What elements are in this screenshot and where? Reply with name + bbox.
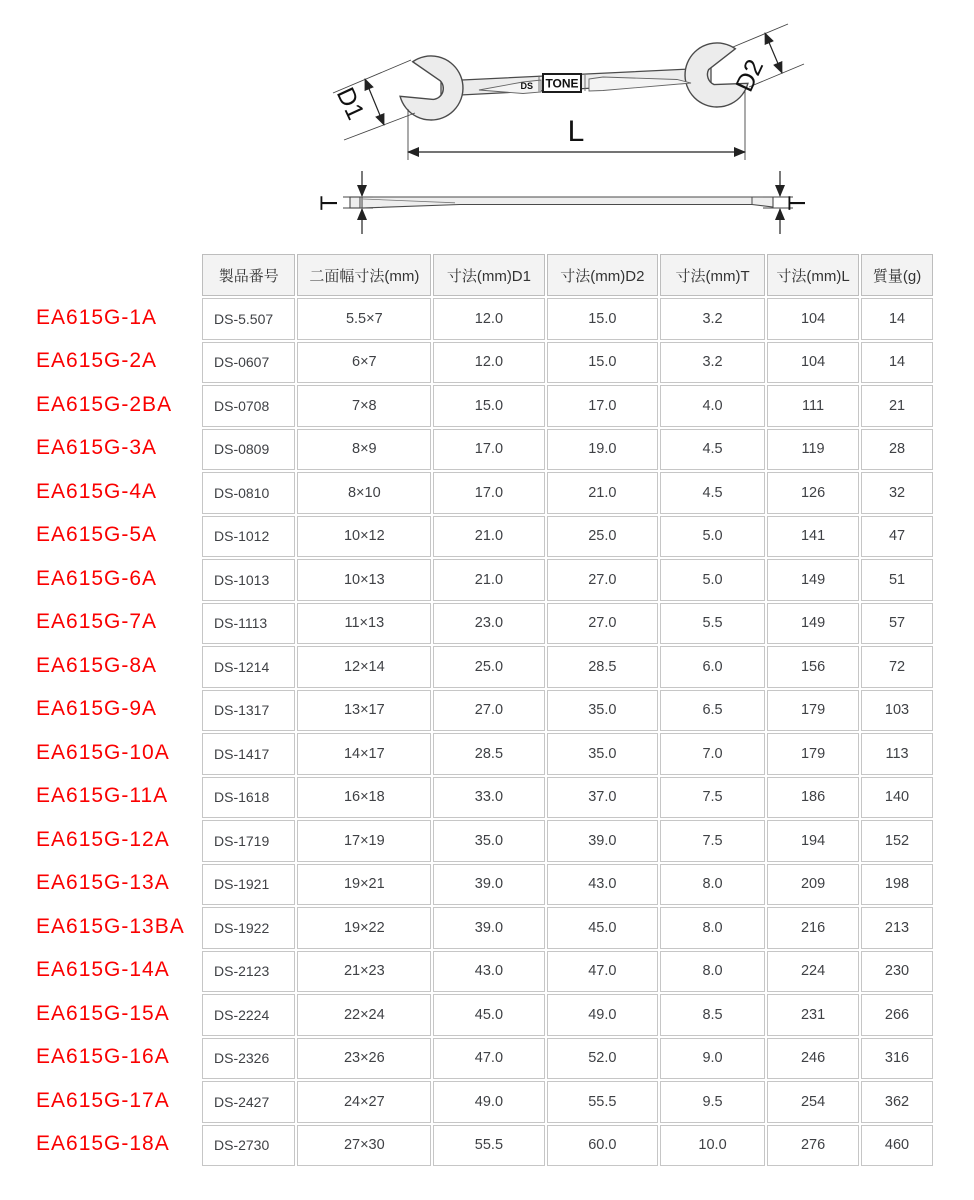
spec-cell: 17.0 xyxy=(433,472,544,514)
spec-cell: 24×27 xyxy=(297,1081,431,1123)
spec-cell: 28.5 xyxy=(433,733,544,775)
spec-cell: 47.0 xyxy=(433,1038,544,1080)
table-row xyxy=(202,385,933,427)
spec-cell: 4.0 xyxy=(660,385,765,427)
spec-cell: 266 xyxy=(861,994,933,1036)
spec-cell: DS-2427 xyxy=(202,1081,295,1123)
spec-cell: 7.5 xyxy=(660,777,765,819)
spec-cell: 10×13 xyxy=(297,559,431,601)
product-code: EA615G-4A xyxy=(36,479,158,503)
spec-cell: DS-1922 xyxy=(202,907,295,949)
spec-cell: 15.0 xyxy=(433,385,544,427)
spec-cell: 49.0 xyxy=(433,1081,544,1123)
spec-cell: 119 xyxy=(767,429,859,471)
spec-cell: 47 xyxy=(861,516,933,558)
table-row xyxy=(202,994,933,1036)
spec-cell: 111 xyxy=(767,385,859,427)
spec-cell: 149 xyxy=(767,559,859,601)
spec-cell: 5.0 xyxy=(660,559,765,601)
spec-cell: 15.0 xyxy=(547,342,658,384)
spec-cell: 21 xyxy=(861,385,933,427)
side-view-tip xyxy=(350,197,360,208)
product-code: EA615G-6A xyxy=(36,566,158,590)
spec-cell: 23×26 xyxy=(297,1038,431,1080)
spec-cell: 14 xyxy=(861,342,933,384)
product-code-column xyxy=(36,296,201,1166)
table-row xyxy=(202,951,933,993)
spec-cell: 25.0 xyxy=(433,646,544,688)
spec-cell: 8×9 xyxy=(297,429,431,471)
spec-cell: 216 xyxy=(767,907,859,949)
spec-cell: 25.0 xyxy=(547,516,658,558)
product-code: EA615G-3A xyxy=(36,436,158,460)
spec-cell: DS-2123 xyxy=(202,951,295,993)
spec-cell: 149 xyxy=(767,603,859,645)
spec-cell: 254 xyxy=(767,1081,859,1123)
spec-cell: 27.0 xyxy=(547,603,658,645)
spec-cell: 8×10 xyxy=(297,472,431,514)
product-code: EA615G-17A xyxy=(36,1088,170,1112)
table-row xyxy=(202,342,933,384)
spec-cell: 51 xyxy=(861,559,933,601)
spec-cell: 5.5×7 xyxy=(297,298,431,340)
spec-cell: 209 xyxy=(767,864,859,906)
spec-cell: 35.0 xyxy=(547,690,658,732)
spec-cell: 316 xyxy=(861,1038,933,1080)
spec-cell: 10.0 xyxy=(660,1125,765,1167)
product-code: EA615G-15A xyxy=(36,1001,170,1025)
table-row xyxy=(202,733,933,775)
spec-cell: 8.0 xyxy=(660,951,765,993)
spec-cell: DS-0708 xyxy=(202,385,295,427)
dim-line-d1 xyxy=(365,79,384,125)
product-code: EA615G-2BA xyxy=(36,392,173,416)
product-code: EA615G-16A xyxy=(36,1045,170,1069)
wrench-diagram xyxy=(293,3,828,235)
table-row xyxy=(202,820,933,862)
spec-cell: DS-1214 xyxy=(202,646,295,688)
header-cell: 製品番号 xyxy=(202,254,295,296)
wrench-side-view xyxy=(316,171,811,234)
spec-cell: 6.0 xyxy=(660,646,765,688)
spec-cell: 23.0 xyxy=(433,603,544,645)
spec-cell: 141 xyxy=(767,516,859,558)
table-row xyxy=(202,690,933,732)
spec-cell: 213 xyxy=(861,907,933,949)
spec-table xyxy=(200,252,935,1168)
spec-cell: 39.0 xyxy=(547,820,658,862)
spec-cell: DS-1013 xyxy=(202,559,295,601)
spec-cell: 9.0 xyxy=(660,1038,765,1080)
spec-cell: 27.0 xyxy=(547,559,658,601)
spec-cell: 10×12 xyxy=(297,516,431,558)
spec-cell: 28 xyxy=(861,429,933,471)
table-row xyxy=(202,516,933,558)
spec-cell: 8.0 xyxy=(660,907,765,949)
spec-cell: 12×14 xyxy=(297,646,431,688)
spec-cell: DS-1921 xyxy=(202,864,295,906)
spec-cell: 224 xyxy=(767,951,859,993)
shank-panel-right xyxy=(589,77,691,91)
spec-cell: DS-1113 xyxy=(202,603,295,645)
table-row xyxy=(202,603,933,645)
spec-table-body xyxy=(202,298,933,1166)
table-row xyxy=(202,298,933,340)
spec-cell: 21.0 xyxy=(547,472,658,514)
spec-cell: 43.0 xyxy=(547,864,658,906)
spec-cell: 17×19 xyxy=(297,820,431,862)
spec-cell: 3.2 xyxy=(660,298,765,340)
spec-cell: 28.5 xyxy=(547,646,658,688)
spec-cell: 246 xyxy=(767,1038,859,1080)
header-row xyxy=(202,254,933,296)
header-cell: 寸法(mm)T xyxy=(660,254,765,296)
spec-cell: 39.0 xyxy=(433,907,544,949)
spec-cell: 14×17 xyxy=(297,733,431,775)
spec-cell: 276 xyxy=(767,1125,859,1167)
spec-cell: 43.0 xyxy=(433,951,544,993)
spec-cell: 47.0 xyxy=(547,951,658,993)
spec-cell: 19×21 xyxy=(297,864,431,906)
spec-cell: 52.0 xyxy=(547,1038,658,1080)
spec-cell: DS-1012 xyxy=(202,516,295,558)
spec-cell: 16×18 xyxy=(297,777,431,819)
spec-cell: 39.0 xyxy=(433,864,544,906)
product-code: EA615G-12A xyxy=(36,827,170,851)
spec-cell: 60.0 xyxy=(547,1125,658,1167)
product-code: EA615G-13A xyxy=(36,871,170,895)
spec-cell: 5.5 xyxy=(660,603,765,645)
spec-cell: DS-0810 xyxy=(202,472,295,514)
spec-cell: DS-2326 xyxy=(202,1038,295,1080)
spec-cell: DS-0607 xyxy=(202,342,295,384)
side-view-bar xyxy=(362,197,773,208)
table-row xyxy=(202,429,933,471)
spec-cell: 152 xyxy=(861,820,933,862)
table-row xyxy=(202,864,933,906)
dim-label-t-right: T xyxy=(784,195,811,211)
spec-cell: 6×7 xyxy=(297,342,431,384)
spec-cell: 5.0 xyxy=(660,516,765,558)
product-code: EA615G-10A xyxy=(36,740,170,764)
spec-cell: 179 xyxy=(767,733,859,775)
product-code: EA615G-18A xyxy=(36,1132,170,1156)
spec-cell: 460 xyxy=(861,1125,933,1167)
spec-cell: DS-0809 xyxy=(202,429,295,471)
spec-cell: 362 xyxy=(861,1081,933,1123)
spec-cell: 3.2 xyxy=(660,342,765,384)
header-cell: 質量(g) xyxy=(861,254,933,296)
spec-cell: 21.0 xyxy=(433,559,544,601)
brand-logo-text: TONE xyxy=(545,76,579,91)
spec-cell: 49.0 xyxy=(547,994,658,1036)
wrench-left-jaw xyxy=(395,49,472,129)
spec-cell: 45.0 xyxy=(433,994,544,1036)
spec-cell: 9.5 xyxy=(660,1081,765,1123)
spec-cell: 17.0 xyxy=(547,385,658,427)
table-row xyxy=(202,777,933,819)
spec-cell: 21×23 xyxy=(297,951,431,993)
spec-cell: 198 xyxy=(861,864,933,906)
product-code: EA615G-11A xyxy=(36,784,169,808)
table-row xyxy=(202,472,933,514)
dim-label-d2: D2 xyxy=(730,55,770,97)
spec-cell: 113 xyxy=(861,733,933,775)
spec-cell: DS-5.507 xyxy=(202,298,295,340)
spec-cell: DS-1719 xyxy=(202,820,295,862)
spec-cell: 179 xyxy=(767,690,859,732)
spec-cell: DS-1417 xyxy=(202,733,295,775)
product-code: EA615G-9A xyxy=(36,697,158,721)
product-code: EA615G-8A xyxy=(36,653,158,677)
spec-cell: 55.5 xyxy=(433,1125,544,1167)
spec-cell: 14 xyxy=(861,298,933,340)
spec-cell: 21.0 xyxy=(433,516,544,558)
spec-cell: 6.5 xyxy=(660,690,765,732)
spec-cell: DS-2224 xyxy=(202,994,295,1036)
spec-cell: 7×8 xyxy=(297,385,431,427)
spec-table-head xyxy=(202,254,933,296)
product-code: EA615G-14A xyxy=(36,958,170,982)
product-code: EA615G-13BA xyxy=(36,914,185,938)
spec-cell: 37.0 xyxy=(547,777,658,819)
table-row xyxy=(202,1081,933,1123)
spec-cell: 104 xyxy=(767,342,859,384)
product-code: EA615G-5A xyxy=(36,523,158,547)
spec-cell: 4.5 xyxy=(660,429,765,471)
spec-cell: 8.0 xyxy=(660,864,765,906)
spec-cell: 12.0 xyxy=(433,298,544,340)
spec-cell: DS-1317 xyxy=(202,690,295,732)
header-cell: 二面幅寸法(mm) xyxy=(297,254,431,296)
spec-cell: 103 xyxy=(861,690,933,732)
spec-cell: 15.0 xyxy=(547,298,658,340)
spec-cell: 22×24 xyxy=(297,994,431,1036)
spec-cell: 12.0 xyxy=(433,342,544,384)
product-code: EA615G-2A xyxy=(36,349,158,373)
spec-cell: 156 xyxy=(767,646,859,688)
table-row xyxy=(202,646,933,688)
dim-label-l: L xyxy=(567,115,585,148)
spec-cell: 104 xyxy=(767,298,859,340)
spec-cell: 19×22 xyxy=(297,907,431,949)
table-row xyxy=(202,1038,933,1080)
spec-cell: 32 xyxy=(861,472,933,514)
spec-cell: 55.5 xyxy=(547,1081,658,1123)
spec-cell: DS-1618 xyxy=(202,777,295,819)
dim-label-t-left: T xyxy=(316,195,343,211)
wrench-top-view xyxy=(331,24,804,160)
spec-cell: 72 xyxy=(861,646,933,688)
spec-cell: 33.0 xyxy=(433,777,544,819)
spec-cell: DS-2730 xyxy=(202,1125,295,1167)
header-cell: 寸法(mm)D2 xyxy=(547,254,658,296)
spec-cell: 140 xyxy=(861,777,933,819)
spec-cell: 17.0 xyxy=(433,429,544,471)
spec-cell: 4.5 xyxy=(660,472,765,514)
spec-cell: 45.0 xyxy=(547,907,658,949)
spec-cell: 57 xyxy=(861,603,933,645)
product-code: EA615G-7A xyxy=(36,610,158,634)
spec-cell: 8.5 xyxy=(660,994,765,1036)
header-cell: 寸法(mm)L xyxy=(767,254,859,296)
spec-cell: 126 xyxy=(767,472,859,514)
spec-cell: 35.0 xyxy=(433,820,544,862)
spec-cell: 7.5 xyxy=(660,820,765,862)
spec-cell: 13×17 xyxy=(297,690,431,732)
table-row xyxy=(202,907,933,949)
table-row xyxy=(202,1125,933,1167)
spec-cell: 231 xyxy=(767,994,859,1036)
spec-cell: 27×30 xyxy=(297,1125,431,1167)
spec-cell: 194 xyxy=(767,820,859,862)
spec-cell: 19.0 xyxy=(547,429,658,471)
spec-cell: 230 xyxy=(861,951,933,993)
header-cell: 寸法(mm)D1 xyxy=(433,254,544,296)
spec-cell: 11×13 xyxy=(297,603,431,645)
spec-cell: 186 xyxy=(767,777,859,819)
product-code: EA615G-1A xyxy=(36,305,158,329)
shank-mark-text: DS xyxy=(520,81,533,91)
spec-cell: 27.0 xyxy=(433,690,544,732)
table-row xyxy=(202,559,933,601)
spec-cell: 35.0 xyxy=(547,733,658,775)
dim-label-d1: D1 xyxy=(330,83,370,125)
spec-cell: 7.0 xyxy=(660,733,765,775)
